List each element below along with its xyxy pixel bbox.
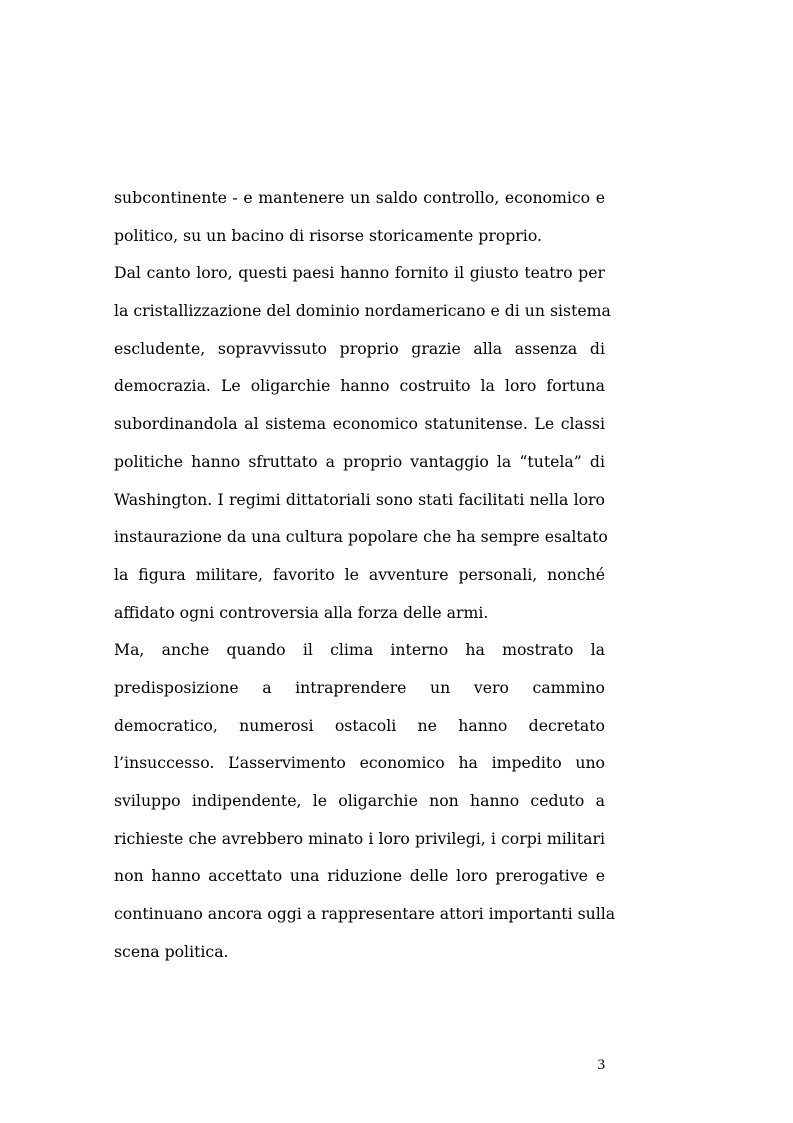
text-line: subordinandola al sistema economico statunitense. Le classi <box>114 414 605 434</box>
text-line: politiche hanno sfruttato a proprio vantaggio la “tutela” di <box>114 451 605 471</box>
paragraph-2 <box>114 258 611 635</box>
paragraph-1 <box>114 183 605 258</box>
text-line: subcontinente - e mantenere un saldo controllo, economico e <box>114 188 605 207</box>
page-number: 3 <box>597 1057 605 1073</box>
text-line: scena politica. <box>114 941 229 961</box>
text-line: escludente, sopravvissuto proprio grazie alla assenza di <box>114 338 605 358</box>
text-line: richieste che avrebbero minato i loro privilegi, i corpi militari <box>114 828 605 848</box>
text-line: predisposizione a intraprendere un vero cammino <box>114 677 605 697</box>
text-line: democratico, numerosi ostacoli ne hanno decretato <box>114 715 605 735</box>
text-line: politico, su un bacino di risorse storicamente proprio. <box>114 225 542 245</box>
text-line: la figura militare, favorito le avventure personali, nonché <box>114 564 605 584</box>
text-line: Ma, anche quando il clima interno ha mostrato la <box>114 640 605 660</box>
text-line: Dal canto loro, questi paesi hanno fornito il giusto teatro per <box>114 263 605 283</box>
paragraph-3 <box>114 635 616 974</box>
text-line: affidato ogni controversia alla forza delle armi. <box>114 602 489 622</box>
text-line: l’insuccesso. L’asservimento economico ha impedito uno <box>114 753 605 773</box>
text-line: Washington. I regimi dittatoriali sono stati facilitati nella loro <box>114 489 605 509</box>
text-line: democrazia. Le oligarchie hanno costruito la loro fortuna <box>114 376 605 396</box>
page-body <box>114 183 616 974</box>
text-line: sviluppo indipendente, le oligarchie non hanno ceduto a <box>114 791 605 810</box>
text-line: la cristallizzazione del dominio nordamericano e di un sistema <box>114 301 611 321</box>
text-line: instaurazione da una cultura popolare che ha sempre esaltato <box>114 527 608 547</box>
text-line: non hanno accettato una riduzione delle loro prerogative e <box>114 866 605 886</box>
text-line: continuano ancora oggi a rappresentare attori importanti sulla <box>114 904 616 924</box>
